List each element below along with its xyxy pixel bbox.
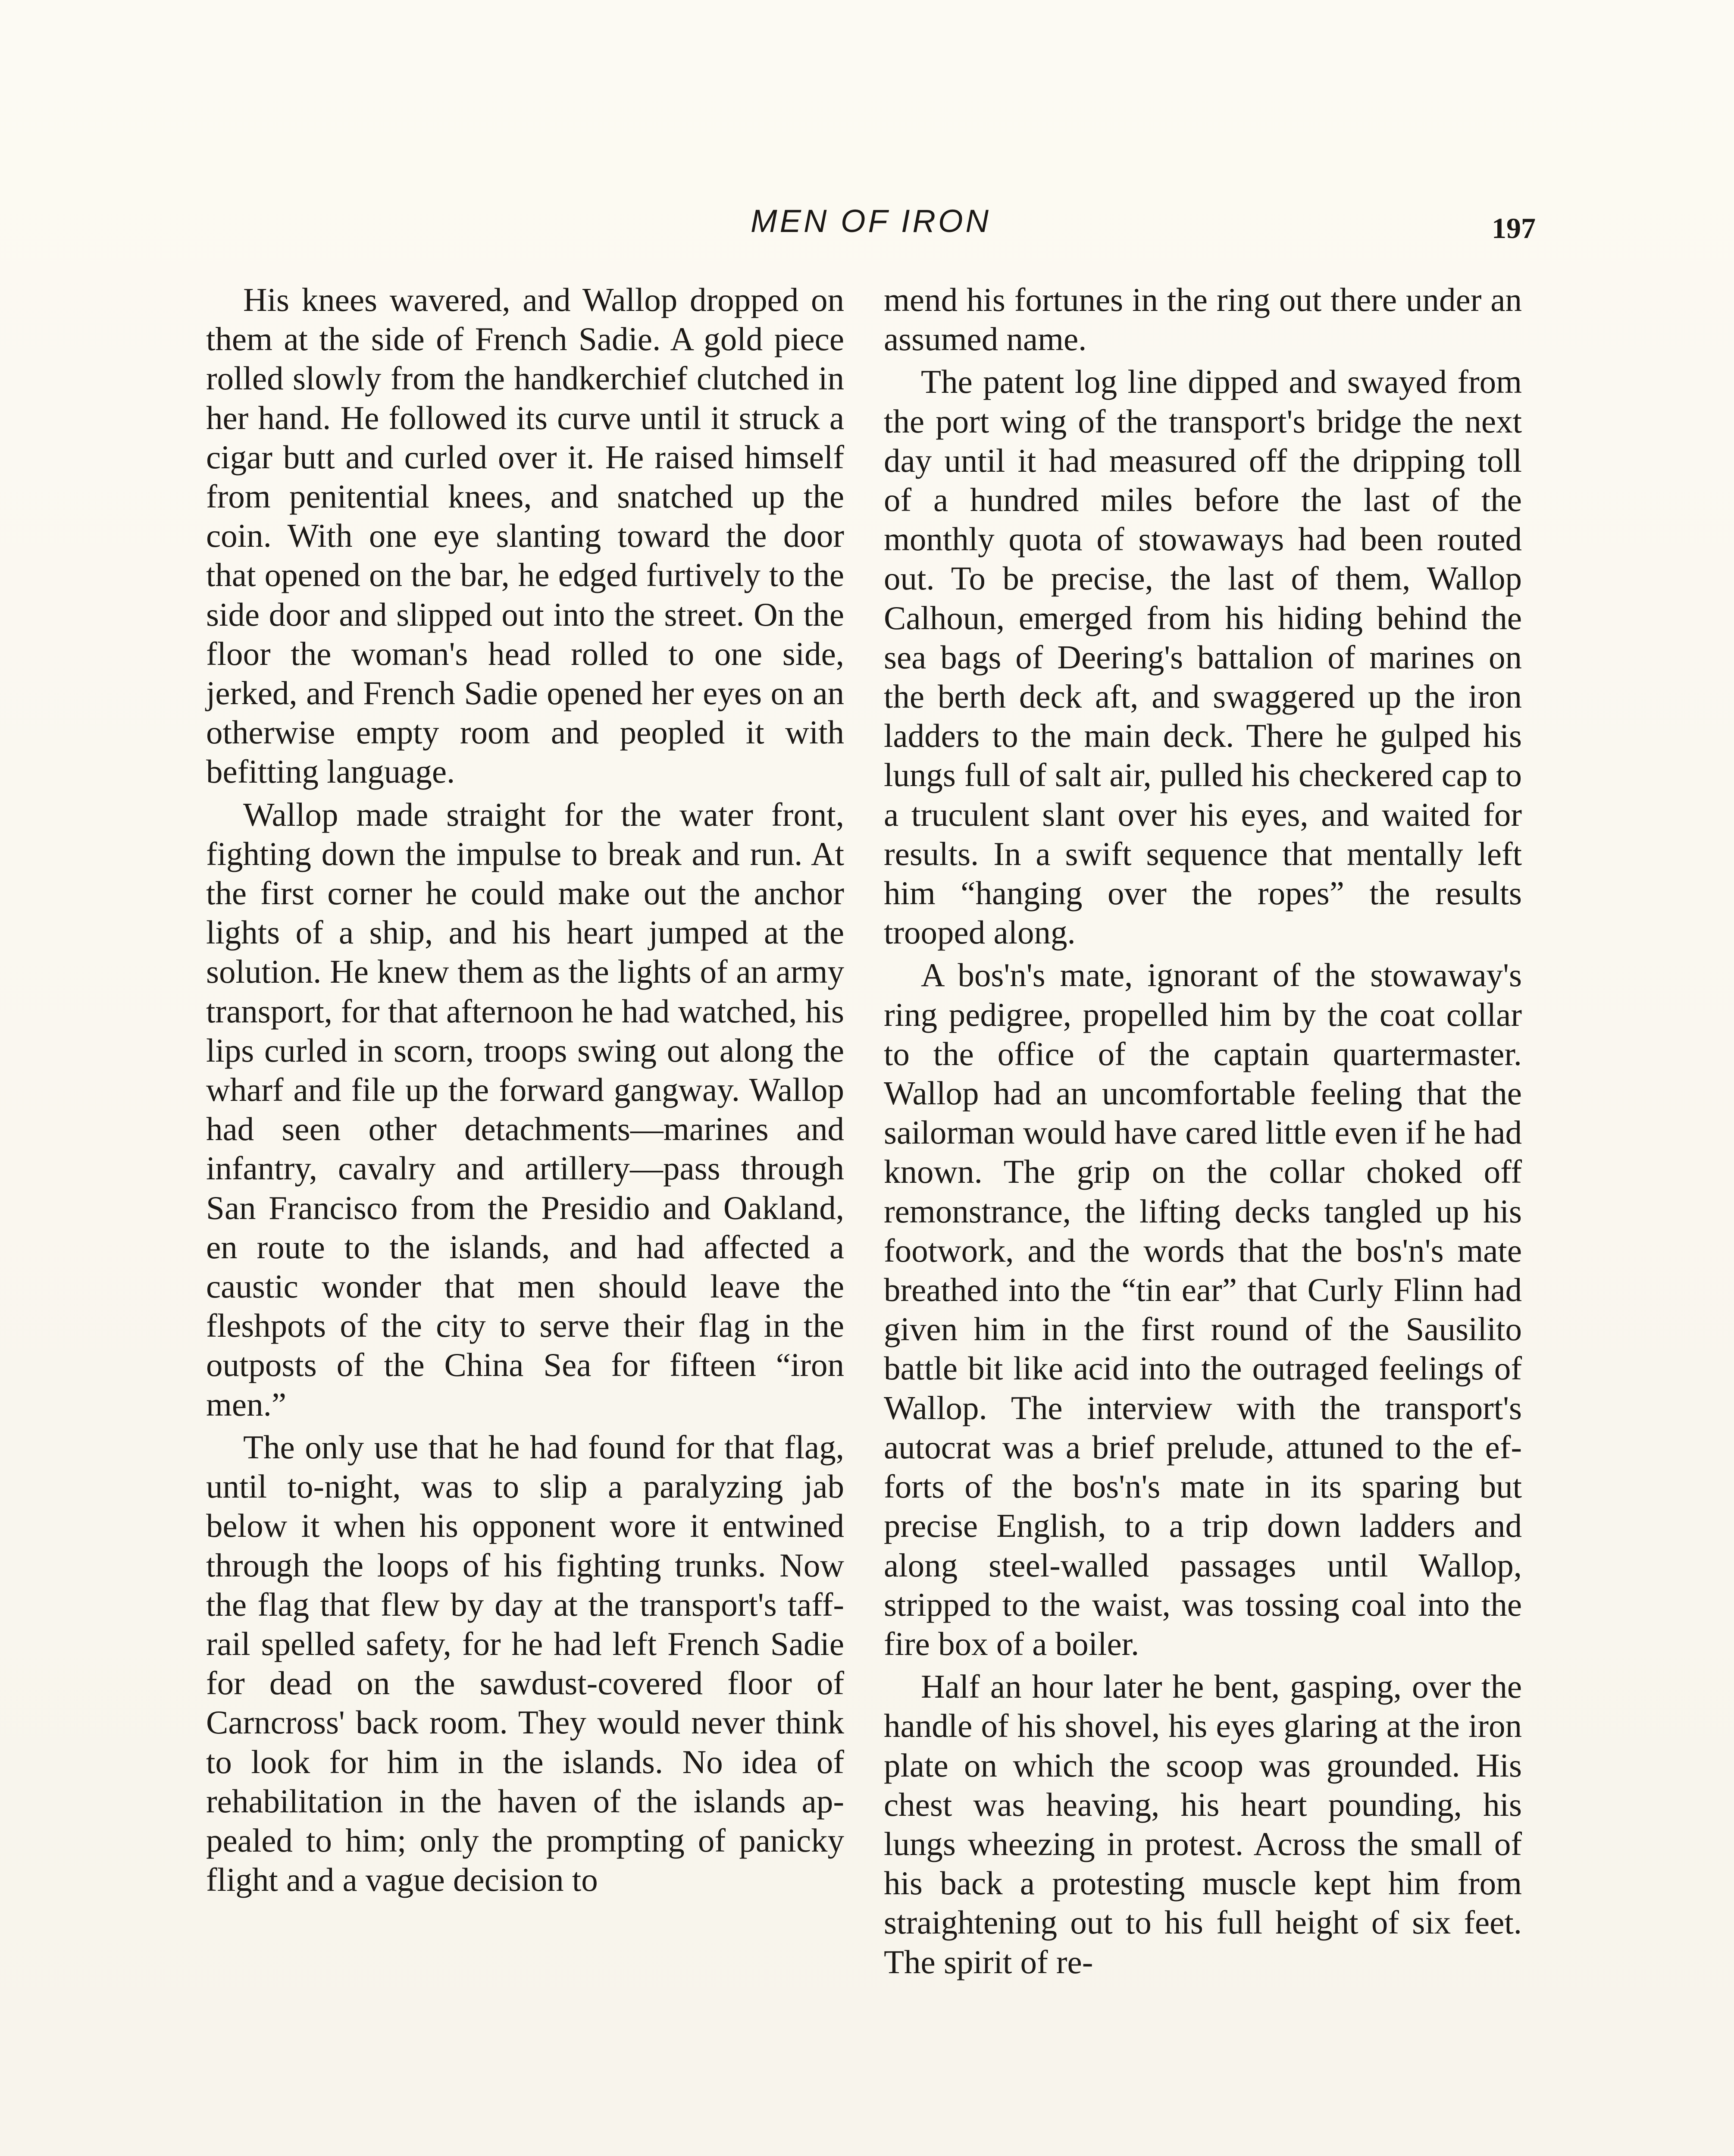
paragraph: His knees wavered, and Wallop dropped on them at the side of French Sadie. A gold piece rolled slowly from the handkerchief clutched in her hand. He followed its curve until it struck a cigar butt and curled over it. He raised himself from penitential knees, and snatched up the coin. With one eye slanting toward the door that opened on the bar, he edged furtively to the side door and slipped out into the street. On the floor the woman's head rolled to one side, jerked, and French Sadie opened her eyes on an otherwise empty room and peopled it with befitting language.: [206, 281, 844, 790]
right-text-column: [884, 280, 1522, 1982]
paragraph-continued: mend his fortunes in the ring out there under an assumed name.: [884, 281, 1522, 358]
left-text-column: [206, 280, 844, 1899]
paragraph: The patent log line dipped and swayed from the port wing of the transport's bridge the next day until it had measured off the dripping toll of a hundred miles before the last of the monthly quota of stowaways had been routed out. To be precise, the last of them, Wallop Calhoun, emerged from his hiding behind the sea bags of Deering's battalion of marines on the berth deck aft, and swaggered up the iron ladders to the main deck. There he gulped his lungs full of salt air, pulled his checkered cap to a truculent slant over his eyes, and waited for results. In a swift sequence that mentally left him “hanging over the ropes” the results trooped along.: [884, 363, 1522, 951]
paragraph: A bos'n's mate, ignorant of the stowaway's ring pedigree, propelled him by the coat collar to the office of the captain quartermaster. Wallop had an uncomfortable feeling that the sailorman would have cared little even if he had known. The grip on the collar choked off remonstrance, the lifting decks tangled up his footwork, and the words that the bos'n's mate breathed into the “tin ear” that Curly Flinn had given him in the first round of the Sausilito battle bit like acid into the outraged feelings of Wallop. The interview with the transport's autocrat was a brief prelude, attuned to the efforts of the bos'n's mate in its sparing but precise English, to a trip down ladders and along steel-walled passages until Wallop, stripped to the waist, was tossing coal into the fire box of a boiler.: [884, 956, 1522, 1662]
page-number: 197: [1492, 212, 1536, 244]
running-title: MEN OF IRON: [751, 203, 991, 239]
paragraph: Wallop made straight for the water front, fighting down the impulse to break and run. At the first corner he could make out the anchor lights of a ship, and his heart jumped at the solution. He knew them as the lights of an army transport, for that afternoon he had watched, his lips curled in scorn, troops swing out along the wharf and file up the forward gangway. Wallop had seen other detachments—marines and infantry, cavalry and artillery—pass through San Francisco from the Presidio and Oakland, en route to the islands, and had affected a caustic wonder that men should leave the fleshpots of the city to serve their flag in the outposts of the China Sea for fifteen “iron men.”: [206, 796, 844, 1423]
paragraph: Half an hour later he bent, gasping, over the handle of his shovel, his eyes glaring at the iron plate on which the scoop was grounded. His chest was heaving, his heart pounding, his lungs wheezing in protest. Across the small of his back a protesting muscle kept him from straightening out to his full height of six feet. The spirit of re-: [884, 1668, 1522, 1981]
paragraph: The only use that he had found for that flag, until to-night, was to slip a paralyzing jab below it when his opponent wore it entwined through the loops of his fighting trunks. Now the flag that flew by day at the transport's taffrail spelled safety, for he had left French Sadie for dead on the sawdust-covered floor of Carncross' back room. They would never think to look for him in the islands. No idea of rehabilitation in the haven of the islands appealed to him; only the prompting of panicky flight and a vague decision to: [206, 1428, 844, 1899]
